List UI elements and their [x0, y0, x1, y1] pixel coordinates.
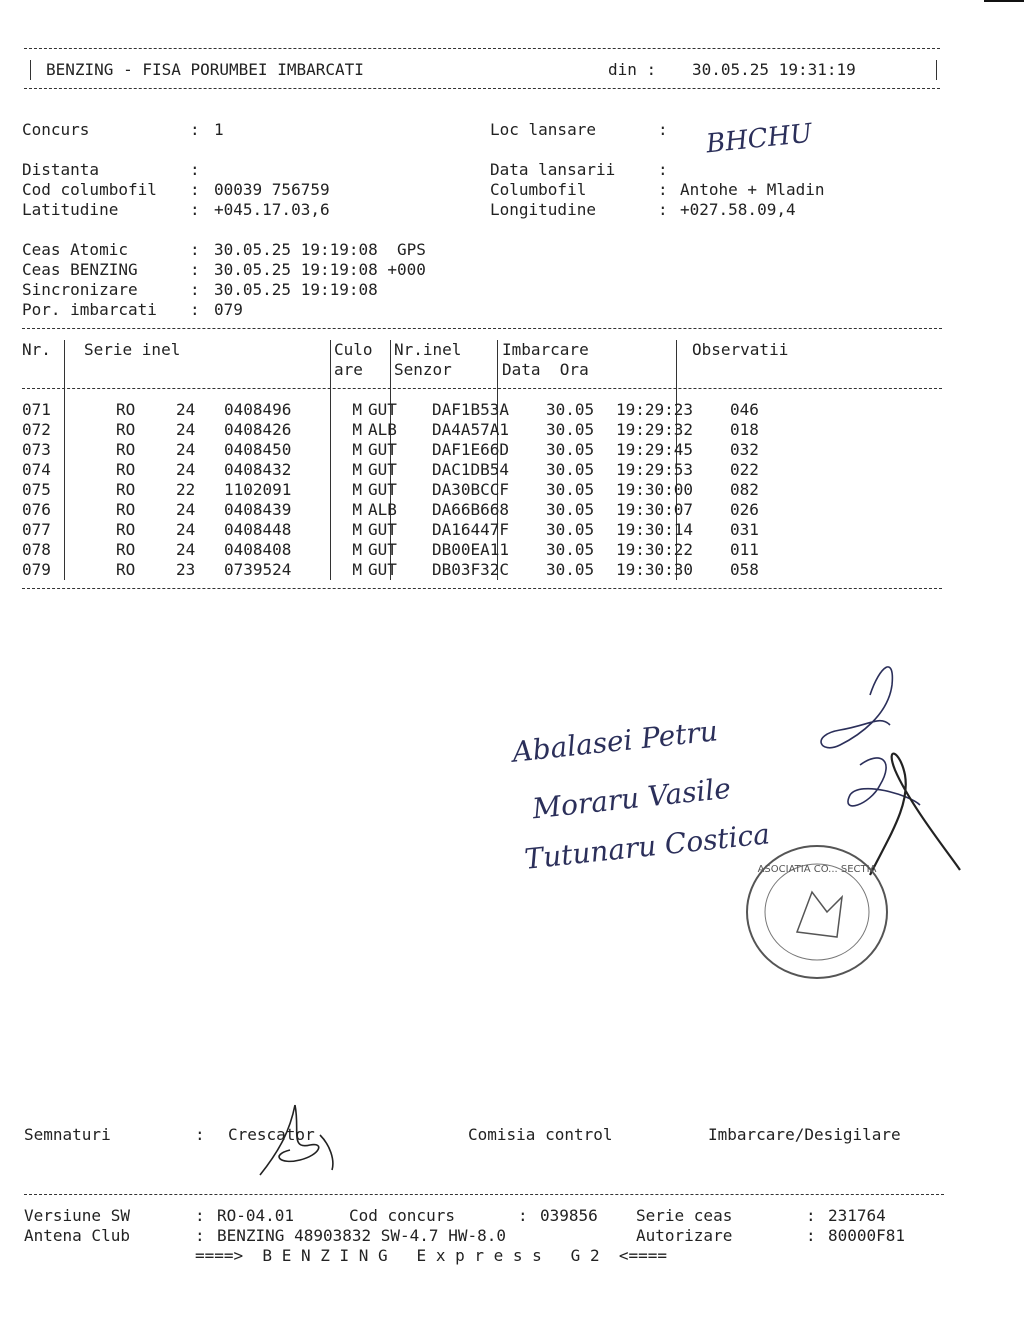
cell-country: RO: [116, 540, 136, 559]
scan-edge-mark: [984, 0, 1024, 10]
cell-country: RO: [116, 500, 136, 519]
cell-obs: 046: [730, 400, 759, 419]
cell-nr: 078: [22, 540, 51, 559]
header-bottom-rule: [24, 88, 940, 89]
antena-club-colon: :: [195, 1226, 205, 1245]
col-header-nr-inel-2: Senzor: [394, 360, 452, 379]
cell-ring: 0408408: [224, 540, 292, 559]
cell-obs: 032: [730, 440, 759, 459]
handwritten-name-1: Abalasei Petru: [510, 714, 720, 769]
cell-country: RO: [116, 420, 136, 439]
cell-ring: 0408432: [224, 460, 292, 479]
cell-country: RO: [116, 440, 136, 459]
cell-ring: 0739524: [224, 560, 292, 579]
concurs-colon: :: [190, 120, 200, 139]
cell-color: ALB: [368, 420, 397, 439]
autorizare-colon: :: [806, 1226, 816, 1245]
cell-color: GUT: [368, 540, 397, 559]
autorizare-value: 80000F81: [828, 1226, 906, 1245]
col-header-serie-inel: Serie inel: [84, 340, 181, 359]
cell-country: RO: [116, 460, 136, 479]
cell-obs: 011: [730, 540, 759, 559]
cell-ring: 0408426: [224, 420, 292, 439]
document-title: BENZING - FISA PORUMBEI IMBARCATI: [46, 60, 364, 79]
table-bottom-rule: [22, 588, 942, 589]
distanta-label: Distanta: [22, 160, 100, 179]
cod-columbofil-colon: :: [190, 180, 200, 199]
cell-sensor: DAF1B53A: [432, 400, 510, 419]
cell-sensor: DB03F32C: [432, 560, 510, 579]
cell-nr: 076: [22, 500, 51, 519]
col-header-imbarcare-1: Imbarcare: [502, 340, 589, 359]
versiune-sw-colon: :: [195, 1206, 205, 1225]
cell-color: GUT: [368, 520, 397, 539]
cell-date: 30.05: [546, 560, 595, 579]
cell-country: RO: [116, 480, 136, 499]
cell-obs: 058: [730, 560, 759, 579]
cod-concurs-label: Cod concurs: [349, 1206, 455, 1225]
columbofil-colon: :: [658, 180, 668, 199]
cell-year: 24: [176, 520, 196, 539]
cell-nr: 071: [22, 400, 51, 419]
cod-columbofil-value: 00039 756759: [214, 180, 330, 199]
cell-time: 19:29:23: [616, 400, 694, 419]
cell-year: 22: [176, 480, 196, 499]
pigeon-table: [22, 400, 790, 580]
col-header-nr: Nr.: [22, 340, 51, 359]
columbofil-value: Antohe + Mladin: [680, 180, 825, 199]
cell-ring: 1102091: [224, 480, 292, 499]
serie-ceas-colon: :: [806, 1206, 816, 1225]
serie-ceas-label: Serie ceas: [636, 1206, 733, 1225]
cell-year: 24: [176, 540, 196, 559]
cell-year: 23: [176, 560, 196, 579]
longitudine-value: +027.58.09,4: [680, 200, 796, 219]
cell-time: 19:29:32: [616, 420, 694, 439]
cell-time: 19:30:30: [616, 560, 694, 579]
cell-color: GUT: [368, 480, 397, 499]
distanta-colon: :: [190, 160, 200, 179]
sincronizare-colon: :: [190, 280, 200, 299]
handwritten-name-3: Tutunaru Costica: [522, 817, 772, 876]
cell-year: 24: [176, 460, 196, 479]
cell-nr: 072: [22, 420, 51, 439]
cell-year: 24: [176, 500, 196, 519]
cell-color: GUT: [368, 460, 397, 479]
cell-sensor: DAC1DB54: [432, 460, 510, 479]
cell-sex: M: [352, 420, 362, 439]
cell-obs: 022: [730, 460, 759, 479]
cell-country: RO: [116, 400, 136, 419]
cell-sensor: DA16447F: [432, 520, 510, 539]
table-top-rule: [22, 328, 942, 329]
ceas-atomic-label: Ceas Atomic: [22, 240, 128, 259]
ceas-benzing-colon: :: [190, 260, 200, 279]
cell-ring: 0408450: [224, 440, 292, 459]
concurs-value: 1: [214, 120, 224, 139]
cell-sex: M: [352, 520, 362, 539]
cell-date: 30.05: [546, 440, 595, 459]
cell-time: 19:30:07: [616, 500, 694, 519]
cell-country: RO: [116, 520, 136, 539]
cell-sensor: DA66B668: [432, 500, 510, 519]
cell-sex: M: [352, 540, 362, 559]
serie-ceas-value: 231764: [828, 1206, 886, 1225]
print-date-value: 30.05.25 19:31:19: [692, 60, 856, 79]
table-row: [22, 480, 790, 500]
loc-lansare-handwritten: BHCHU: [704, 118, 814, 160]
cell-year: 24: [176, 400, 196, 419]
cell-date: 30.05: [546, 420, 595, 439]
data-lansarii-label: Data lansarii: [490, 160, 616, 179]
longitudine-colon: :: [658, 200, 668, 219]
cell-obs: 082: [730, 480, 759, 499]
header-right-border: [936, 60, 937, 80]
ceas-atomic-colon: :: [190, 240, 200, 259]
cell-sensor: DAF1E66D: [432, 440, 510, 459]
table-header-rule: [22, 388, 942, 389]
cell-nr: 077: [22, 520, 51, 539]
table-row: [22, 400, 790, 420]
cell-color: GUT: [368, 440, 397, 459]
cell-sex: M: [352, 560, 362, 579]
cell-time: 19:29:45: [616, 440, 694, 459]
antena-club-value: BENZING 48903832 SW-4.7 HW-8.0: [217, 1226, 506, 1245]
cell-year: 24: [176, 440, 196, 459]
cell-time: 19:30:00: [616, 480, 694, 499]
footer-rule: [24, 1194, 944, 1195]
header-top-rule: [24, 48, 940, 49]
cell-obs: 018: [730, 420, 759, 439]
cell-time: 19:29:53: [616, 460, 694, 479]
cell-sex: M: [352, 400, 362, 419]
cell-sex: M: [352, 480, 362, 499]
cell-nr: 073: [22, 440, 51, 459]
table-row: [22, 440, 790, 460]
cell-date: 30.05: [546, 480, 595, 499]
cell-nr: 075: [22, 480, 51, 499]
sincronizare-value: 30.05.25 19:19:08: [214, 280, 378, 299]
cell-date: 30.05: [546, 520, 595, 539]
columbofil-label: Columbofil: [490, 180, 587, 199]
comisia-control-label: Comisia control: [468, 1125, 613, 1144]
porumbei-imbarcati-colon: :: [190, 300, 200, 319]
association-stamp: [742, 842, 892, 982]
porumbei-imbarcati-value: 079: [214, 300, 243, 319]
cell-nr: 074: [22, 460, 51, 479]
table-row: [22, 420, 790, 440]
cell-sensor: DA4A57A1: [432, 420, 510, 439]
semnaturi-colon: :: [195, 1125, 205, 1144]
loc-lansare-label: Loc lansare: [490, 120, 596, 139]
cell-time: 19:30:14: [616, 520, 694, 539]
ceas-benzing-value: 30.05.25 19:19:08 +000: [214, 260, 426, 279]
col-header-imbarcare-2: Data Ora: [502, 360, 589, 379]
cell-date: 30.05: [546, 500, 595, 519]
cell-color: ALB: [368, 500, 397, 519]
cell-country: RO: [116, 560, 136, 579]
versiune-sw-value: RO-04.01: [217, 1206, 295, 1225]
longitudine-label: Longitudine: [490, 200, 596, 219]
handwritten-name-2: Moraru Vasile: [530, 771, 733, 826]
print-date-label: din :: [608, 60, 657, 79]
cod-columbofil-label: Cod columbofil: [22, 180, 157, 199]
cell-obs: 026: [730, 500, 759, 519]
table-row: [22, 500, 790, 520]
sincronizare-label: Sincronizare: [22, 280, 138, 299]
cell-color: GUT: [368, 400, 397, 419]
cell-ring: 0408439: [224, 500, 292, 519]
col-header-nr-inel-1: Nr.inel: [394, 340, 462, 359]
crescator-signature: [250, 1100, 340, 1180]
cell-sex: M: [352, 460, 362, 479]
cell-date: 30.05: [546, 460, 595, 479]
col-header-culoare-2: are: [334, 360, 363, 379]
cod-concurs-value: 039856: [540, 1206, 598, 1225]
table-row: [22, 560, 790, 580]
data-lansarii-colon: :: [658, 160, 668, 179]
benzing-express-banner: ====> B E N Z I N G E x p r e s s G 2 <====: [195, 1246, 668, 1265]
autorizare-label: Autorizare: [636, 1226, 733, 1245]
col-header-observatii: Observatii: [692, 340, 789, 359]
cell-sensor: DB00EA11: [432, 540, 510, 559]
table-row: [22, 540, 790, 560]
imbarcare-desigilare-label: Imbarcare/Desigilare: [708, 1125, 901, 1144]
latitudine-colon: :: [190, 200, 200, 219]
porumbei-imbarcati-label: Por. imbarcati: [22, 300, 157, 319]
cell-date: 30.05: [546, 540, 595, 559]
ceas-atomic-value: 30.05.25 19:19:08 GPS: [214, 240, 426, 259]
cell-sensor: DA30BCCF: [432, 480, 510, 499]
antena-club-label: Antena Club: [24, 1226, 130, 1245]
cod-concurs-colon: :: [518, 1206, 528, 1225]
semnaturi-label: Semnaturi: [24, 1125, 111, 1144]
ceas-benzing-label: Ceas BENZING: [22, 260, 138, 279]
cell-nr: 079: [22, 560, 51, 579]
table-row: [22, 460, 790, 480]
latitudine-value: +045.17.03,6: [214, 200, 330, 219]
header-left-border: [30, 60, 31, 80]
concurs-label: Concurs: [22, 120, 90, 139]
crescator-label: Crescator: [228, 1125, 315, 1144]
loc-lansare-colon: :: [658, 120, 668, 139]
cell-sex: M: [352, 440, 362, 459]
table-row: [22, 520, 790, 540]
cell-color: GUT: [368, 560, 397, 579]
versiune-sw-label: Versiune SW: [24, 1206, 130, 1225]
latitudine-label: Latitudine: [22, 200, 119, 219]
cell-ring: 0408448: [224, 520, 292, 539]
cell-time: 19:30:22: [616, 540, 694, 559]
cell-ring: 0408496: [224, 400, 292, 419]
cell-obs: 031: [730, 520, 759, 539]
cell-year: 24: [176, 420, 196, 439]
cell-date: 30.05: [546, 400, 595, 419]
col-header-culoare-1: Culo: [334, 340, 373, 359]
stamp-text: ASOCIATIA CO... SECTIA: [757, 864, 877, 875]
cell-sex: M: [352, 500, 362, 519]
